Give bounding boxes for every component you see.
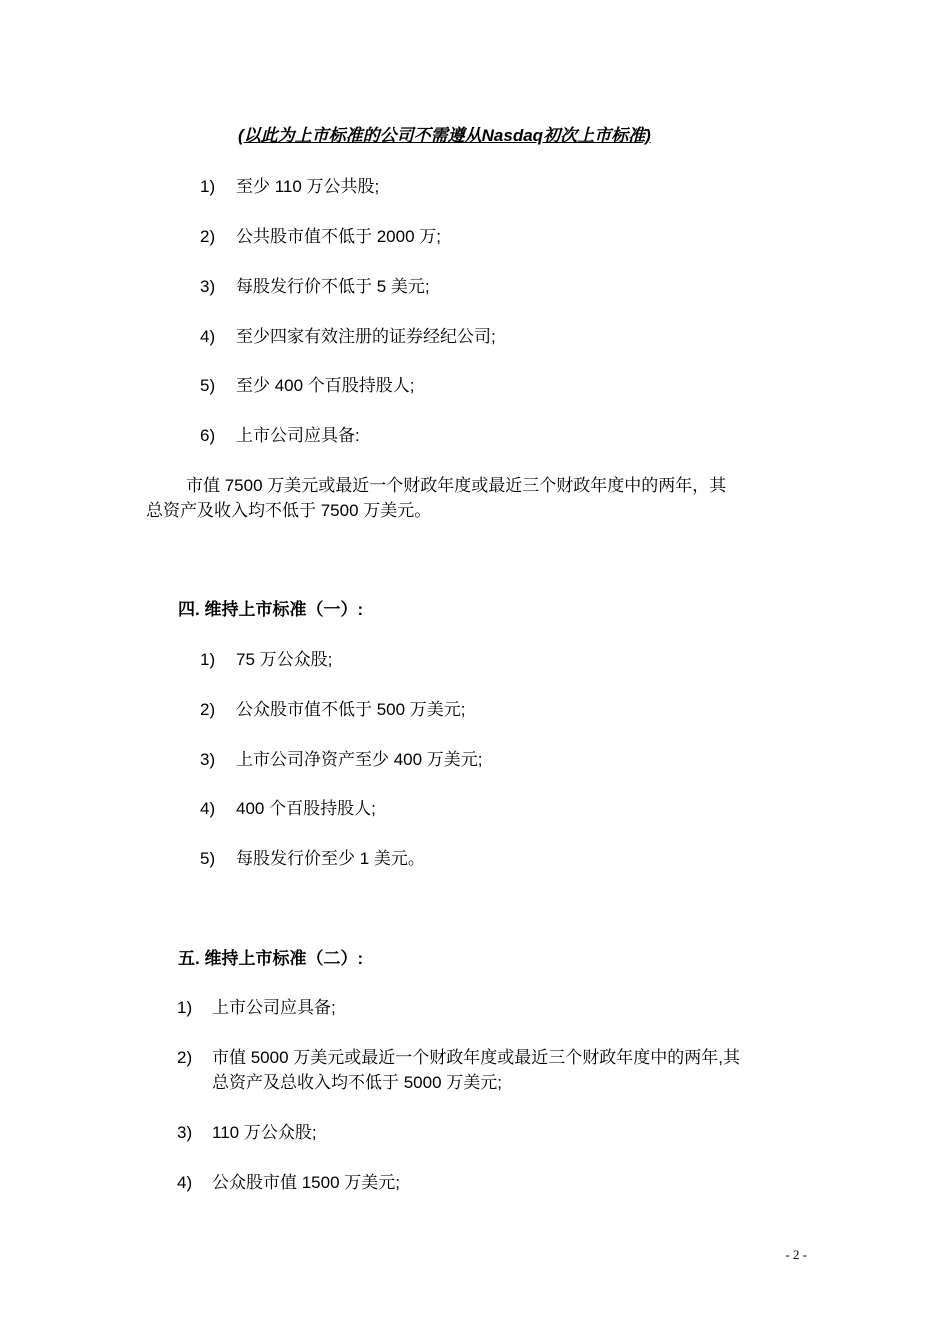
list-item-number: 5) xyxy=(200,376,216,395)
list-item-number: 3) xyxy=(200,277,216,296)
list-item-text: 400 个百股持股人; xyxy=(236,799,376,818)
list-item-text: 公众股市值不低于 500 万美元; xyxy=(236,700,466,719)
list-item-text: 75 万公众股; xyxy=(236,650,333,669)
section-heading-maintenance-2: 五. 维持上市标准（二）: xyxy=(178,949,364,968)
list-item-number: 2) xyxy=(177,1048,193,1067)
list-item-number: 5) xyxy=(200,849,216,868)
list-item-number: 4) xyxy=(177,1173,193,1192)
list-item-number: 3) xyxy=(200,750,216,769)
page-number: - 2 - xyxy=(785,1247,807,1262)
list-item-text: 上市公司应具备; xyxy=(212,998,336,1017)
list-item-text: 至少 110 万公共股; xyxy=(236,177,380,196)
list-item-number: 6) xyxy=(200,426,216,445)
list-item-text: 每股发行价不低于 5 美元; xyxy=(236,277,430,296)
list-item-number: 3) xyxy=(177,1123,193,1142)
list-item-text: 至少 400 个百股持股人; xyxy=(236,376,415,395)
paragraph-line: 市值 7500 万美元或最近一个财政年度或最近三个财政年度中的两年，其 xyxy=(186,476,727,495)
list-item-number: 4) xyxy=(200,327,216,346)
list-item-text: 上市公司净资产至少 400 万美元; xyxy=(236,750,483,769)
list-item-number: 1) xyxy=(200,177,216,196)
document-title: (以此为上市标准的公司不需遵从Nasdaq初次上市标准) xyxy=(238,126,651,145)
list-item-number: 1) xyxy=(177,998,193,1017)
list-item-text: 至少四家有效注册的证券经纪公司; xyxy=(236,327,496,346)
list-item-number: 2) xyxy=(200,227,216,246)
list-item-number: 2) xyxy=(200,700,216,719)
list-item-text-continuation: 总资产及总收入均不低于 5000 万美元; xyxy=(212,1073,502,1092)
list-item-number: 4) xyxy=(200,799,216,818)
list-item-number: 1) xyxy=(200,650,216,669)
list-item-text: 110 万公众股; xyxy=(212,1123,317,1142)
list-item-text: 公共股市值不低于 2000 万; xyxy=(236,227,441,246)
list-item-text: 公众股市值 1500 万美元; xyxy=(212,1173,400,1192)
paragraph-line: 总资产及收入均不低于 7500 万美元。 xyxy=(146,501,432,520)
list-item-text: 每股发行价至少 1 美元。 xyxy=(236,849,425,868)
list-item-text: 上市公司应具备: xyxy=(236,426,360,445)
section-heading-maintenance-1: 四. 维持上市标准（一）: xyxy=(178,600,364,619)
list-item-text: 市值 5000 万美元或最近一个财政年度或最近三个财政年度中的两年,其 xyxy=(212,1048,740,1067)
